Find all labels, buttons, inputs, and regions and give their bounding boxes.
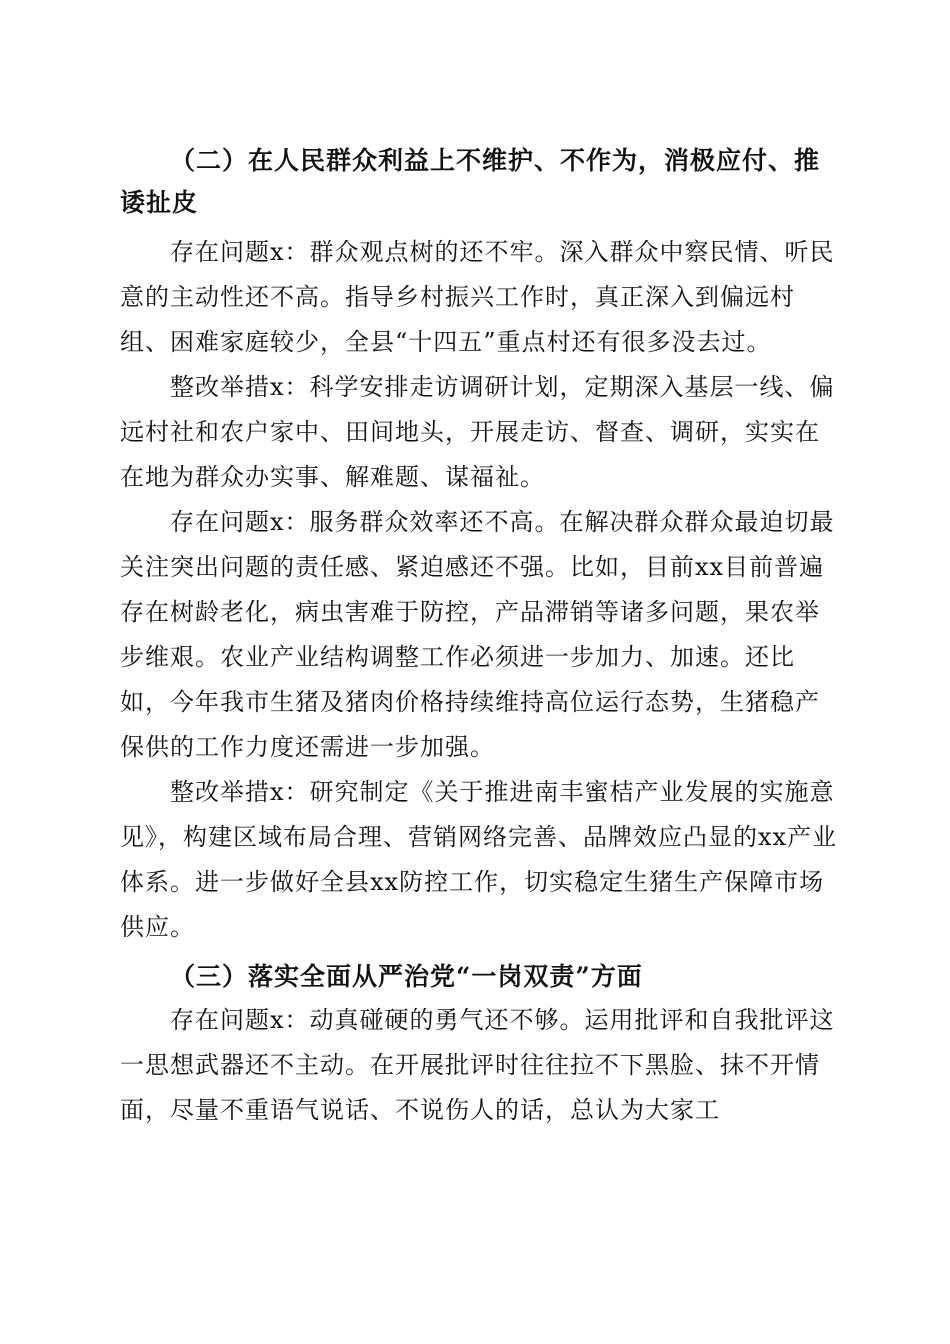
section-heading-2: （二）在人民群众利益上不维护、不作为，消极应付、推诿扯皮 bbox=[120, 146, 821, 217]
section-heading-3: （三）落实全面从严治党“一岗双责”方面 bbox=[170, 962, 643, 991]
paragraph-measure-1: 整改举措x：科学安排走访调研计划，定期深入基层一线、偏远村社和农户家中、田间地头，开展走访、督查、调研，实实在在地为群众办实事、解难题、谋福祉。 bbox=[120, 373, 835, 491]
paragraph-problem-2: 存在问题x：服务群众效率还不高。在解决群众群众最迫切最关注突出问题的责任感、紧迫感还不强。比如，目前xx目前普遍存在树龄老化，病虫害难于防控，产品滞销等诸多问题，果农举步维艰。农业产业结构调整工作必须进一步加力、加速。还比如，今年我市生猪及猪肉价格持续维持高位运行态势，生猪稳产保供的工作力度还需进一步加强。 bbox=[120, 508, 835, 761]
paragraph-problem-3: 存在问题x：动真碰硬的勇气还不够。运用批评和自我批评这一思想武器还不主动。在开展批评时往往拉不下黑脸、抹不开情面，尽量不重语气说话、不说伤人的话，总认为大家工 bbox=[120, 1006, 835, 1124]
paragraph-measure-2: 整改举措x：研究制定《关于推进南丰蜜桔产业发展的实施意见》，构建区域布局合理、营销网络完善、品牌效应凸显的xx产业体系。进一步做好全县xx防控工作，切实稳定生猪生产保障市场供应。 bbox=[120, 778, 838, 941]
paragraph-problem-1: 存在问题x：群众观点树的还不牢。深入群众中察民情、听民意的主动性还不高。指导乡村振兴工作时，真正深入到偏远村组、困难家庭较少，全县“十四五”重点村还有很多没去过。 bbox=[120, 238, 835, 356]
document-body bbox=[120, 140, 840, 1133]
